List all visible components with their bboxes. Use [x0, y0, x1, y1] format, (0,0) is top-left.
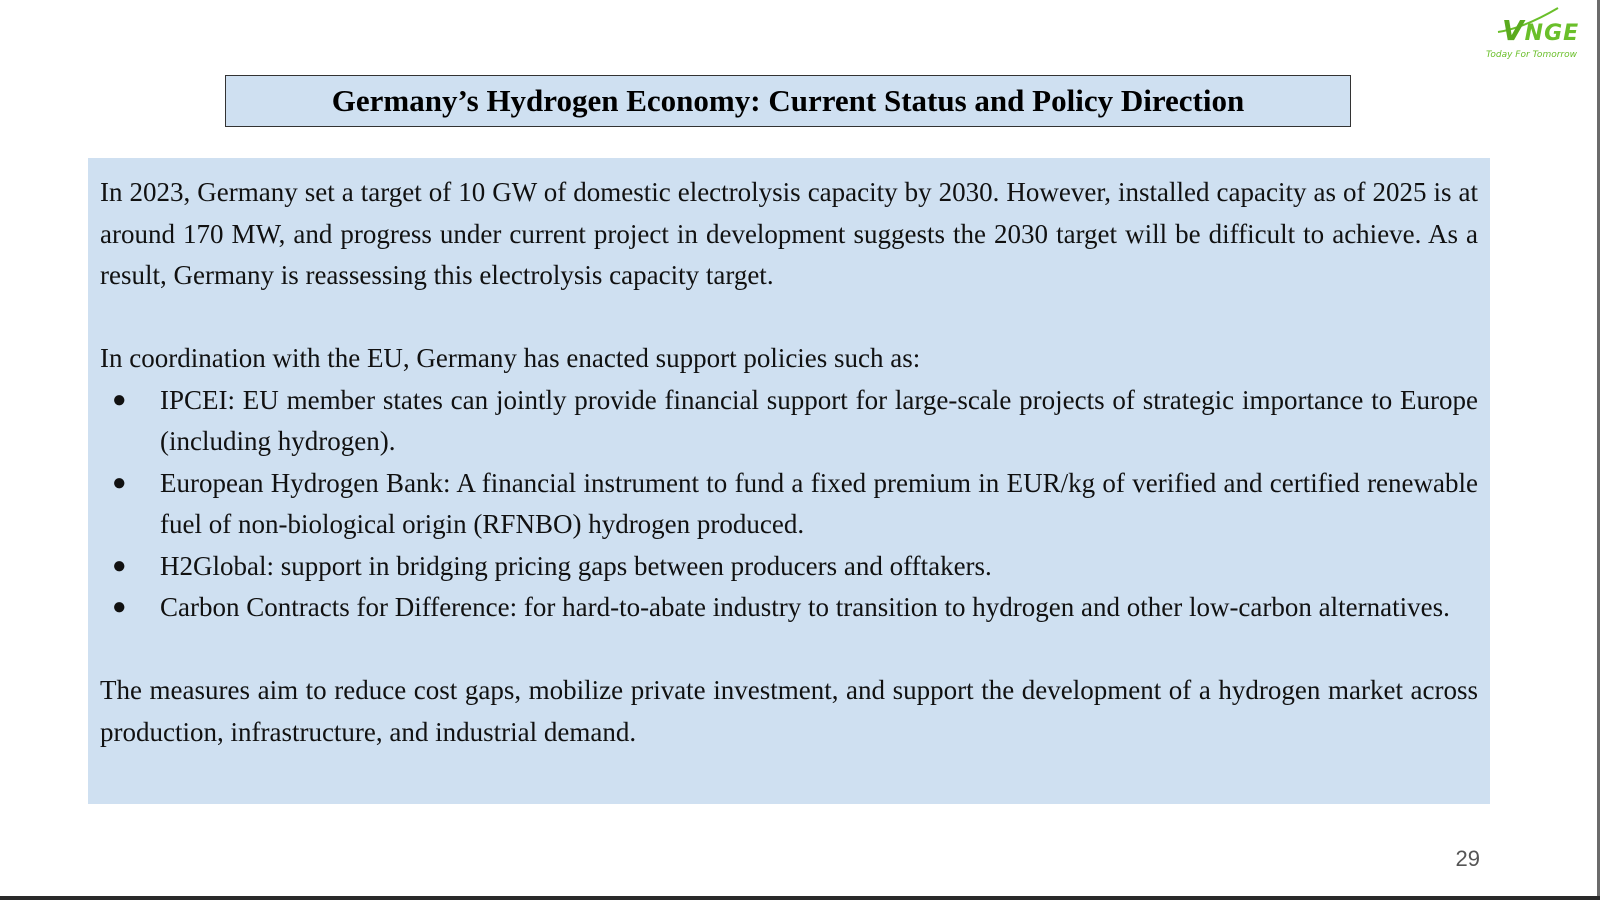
- policy-text: European Hydrogen Bank: A financial instrument to fund a fixed premium in EUR/kg of verified and certified renewable fuel of non-biological origin (RFNBO) hydrogen produced.: [160, 467, 1478, 539]
- spacer: [100, 629, 1478, 671]
- policy-item-ccfd: [100, 587, 1478, 629]
- logo-brand: NGE: [1524, 21, 1580, 46]
- logo-wordmark: [1502, 14, 1579, 47]
- policy-text: H2Global: support in bridging pricing gaps between producers and offtakers.: [160, 550, 992, 581]
- bullet-icon: ●: [112, 469, 127, 496]
- bullet-icon: ●: [112, 594, 127, 620]
- policy-item-hydrogen-bank: [100, 463, 1478, 546]
- policies-lead: In coordination with the EU, Germany has enacted support policies such as:: [100, 343, 921, 373]
- policy-list: [100, 380, 1478, 629]
- policy-item-h2global: [100, 546, 1478, 588]
- bullet-icon: ●: [112, 386, 127, 413]
- conclusion-paragraph: The measures aim to reduce cost gaps, mobilize private investment, and support the development of a hydrogen market across production, infrastructure, and industrial demand.: [100, 675, 1478, 747]
- spacer: [100, 297, 1478, 339]
- slide-title: Germany’s Hydrogen Economy: Current Status and Policy Direction: [331, 83, 1245, 118]
- policy-item-ipcei: [100, 380, 1478, 463]
- page-number: 29: [1455, 846, 1480, 871]
- content-panel: [88, 158, 1490, 804]
- company-logo: [1480, 6, 1598, 66]
- policy-text: Carbon Contracts for Difference: for hard-to-abate industry to transition to hydrogen and other low-carbon alternatives.: [160, 592, 1450, 622]
- bullet-icon: ●: [112, 552, 127, 579]
- logo-tagline: Today For Tomorrow: [1486, 50, 1577, 60]
- slide-bottom-border: [0, 896, 1600, 900]
- title-banner: [225, 75, 1351, 127]
- intro-paragraph: In 2023, Germany set a target of 10 GW of domestic electrolysis capacity by 2030. However, installed capacity as of 2025 is at around 170 MW, and progress under current project in development suggests the 2030 target will be difficult to achieve. As a result, Germany is reassessing this electrolysis capacity target.: [100, 177, 1478, 290]
- policy-text: IPCEI: EU member states can jointly provide financial support for large-scale projects of strategic importance to Europe (including hydrogen).: [160, 384, 1478, 456]
- logo-initial: V: [1502, 14, 1525, 47]
